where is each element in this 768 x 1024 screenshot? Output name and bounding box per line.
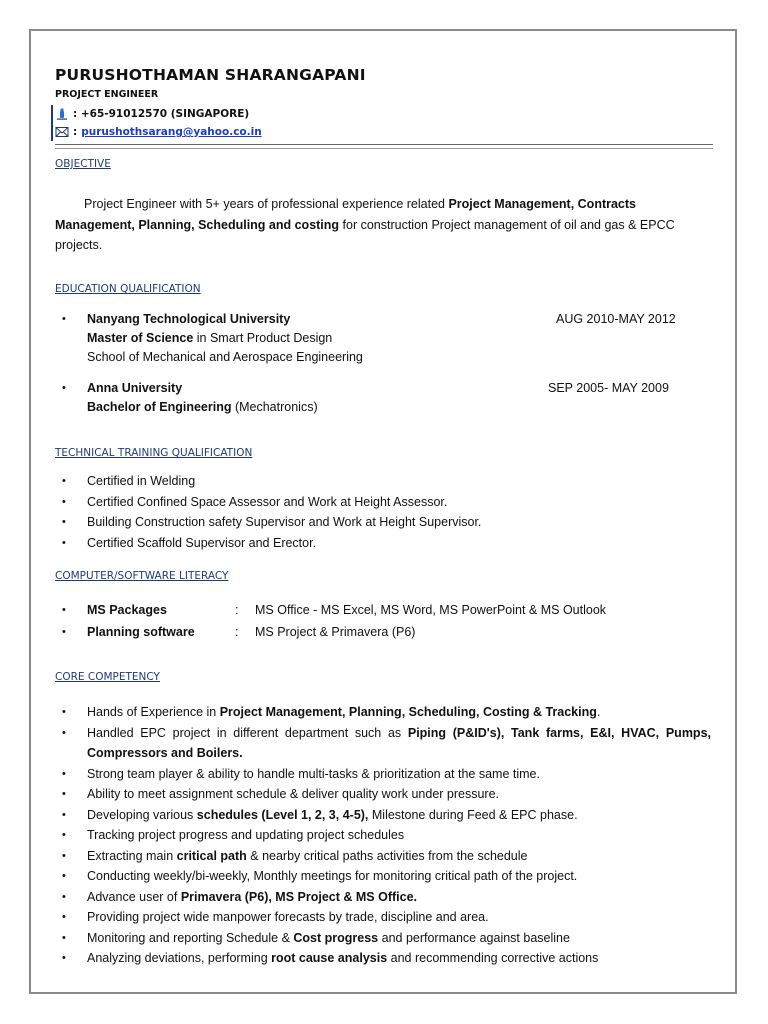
software-value: MS Project & Primavera (P6) <box>255 625 416 639</box>
school-name: School of Mechanical and Aerospace Engineering <box>87 350 363 364</box>
bullet: • <box>62 626 66 638</box>
contact-divider <box>51 105 53 141</box>
list-item: • Building Construction safety Supervisor and Work at Height Supervisor. <box>55 512 711 533</box>
software-value: MS Office - MS Excel, MS Word, MS PowerPoint & MS Outlook <box>255 603 607 617</box>
candidate-name: PURUSHOTHAMAN SHARANGAPANI <box>55 66 366 84</box>
degree-name: Bachelor of Engineering <box>87 400 232 414</box>
list-item: • Developing various schedules (Level 1, 2, 3, 4-5), Milestone during Feed & EPC phase. <box>55 805 711 826</box>
email-line <box>55 126 262 138</box>
degree-name: Master of Science <box>87 331 194 345</box>
list-item: • Handled EPC project in different department such as Piping (P&ID's), Tank farms, E&I, HVAC, Pumps, Compressors and Boilers. <box>55 723 711 764</box>
phone-text: : +65-91012570 (SINGAPORE) <box>73 108 250 120</box>
degree-detail: (Mechatronics) <box>231 400 318 414</box>
software-colon: : <box>235 603 239 617</box>
software-row <box>55 621 711 643</box>
email-prefix: : <box>73 126 78 138</box>
objective-text-1: Project Engineer with 5+ years of professional experience related <box>84 197 449 211</box>
objective-text-2: for construction Project management of oil and gas & EPCC projects. <box>55 217 675 252</box>
phone-icon <box>55 108 69 120</box>
list-item: • Tracking project progress and updating project schedules <box>55 825 711 846</box>
software-list <box>55 599 711 643</box>
degree-detail: in Smart Product Design <box>193 331 333 345</box>
education-item <box>55 379 705 417</box>
section-heading-training: TECHNICAL TRAINING QUALIFICATION <box>55 447 253 459</box>
envelope-icon <box>55 126 69 138</box>
list-item: • Advance user of Primavera (P6), MS Project & MS Office. <box>55 887 711 908</box>
institution-name: Anna University <box>87 381 183 395</box>
section-heading-competency: CORE COMPETENCY <box>55 671 160 683</box>
list-item: • Certified Scaffold Supervisor and Erector. <box>55 533 711 554</box>
list-item: • Analyzing deviations, performing root cause analysis and recommending corrective actions <box>55 948 711 969</box>
list-item: • Monitoring and reporting Schedule & Cost progress and performance against baseline <box>55 928 711 949</box>
education-date: AUG 2010-MAY 2012 <box>556 312 676 326</box>
list-item: • Extracting main critical path & nearby critical paths activities from the schedule <box>55 846 711 867</box>
bullet: • <box>62 382 66 394</box>
institution-name: Nanyang Technological University <box>87 312 291 326</box>
education-item <box>55 310 705 367</box>
section-heading-software: COMPUTER/SOFTWARE LITERACY <box>55 570 229 582</box>
competency-list <box>55 702 711 969</box>
software-label: Planning software <box>87 625 195 639</box>
education-date: SEP 2005- MAY 2009 <box>548 381 669 395</box>
resume-page <box>29 29 737 994</box>
list-item: • Providing project wide manpower forecasts by trade, discipline and area. <box>55 907 711 928</box>
bullet: • <box>62 604 66 616</box>
list-item: • Ability to meet assignment schedule & deliver quality work under pressure. <box>55 784 711 805</box>
candidate-role: PROJECT ENGINEER <box>55 89 159 100</box>
software-label: MS Packages <box>87 603 167 617</box>
email-link[interactable]: purushothsarang@yahoo.co.in <box>81 126 262 138</box>
header-rule-secondary <box>55 148 713 149</box>
list-item: • Certified Confined Space Assessor and Work at Height Assessor. <box>55 492 711 513</box>
objective-paragraph <box>55 194 707 256</box>
phone-line <box>55 108 249 120</box>
section-heading-education: EDUCATION QUALIFICATION <box>55 283 201 295</box>
header-rule <box>55 144 713 145</box>
software-row <box>55 599 711 621</box>
objective-bold-1: Project Management, Contracts Management, Planning, Scheduling and costing <box>55 197 636 232</box>
list-item: • Strong team player & ability to handle multi-tasks & prioritization at the same time. <box>55 764 711 785</box>
section-heading-objective: OBJECTIVE <box>55 158 111 170</box>
training-list <box>55 471 711 553</box>
list-item: • Certified in Welding <box>55 471 711 492</box>
bullet: • <box>62 313 66 325</box>
list-item: • Hands of Experience in Project Management, Planning, Scheduling, Costing & Tracking. <box>55 702 711 723</box>
software-colon: : <box>235 625 239 639</box>
list-item: • Conducting weekly/bi-weekly, Monthly meetings for monitoring critical path of the project. <box>55 866 711 887</box>
